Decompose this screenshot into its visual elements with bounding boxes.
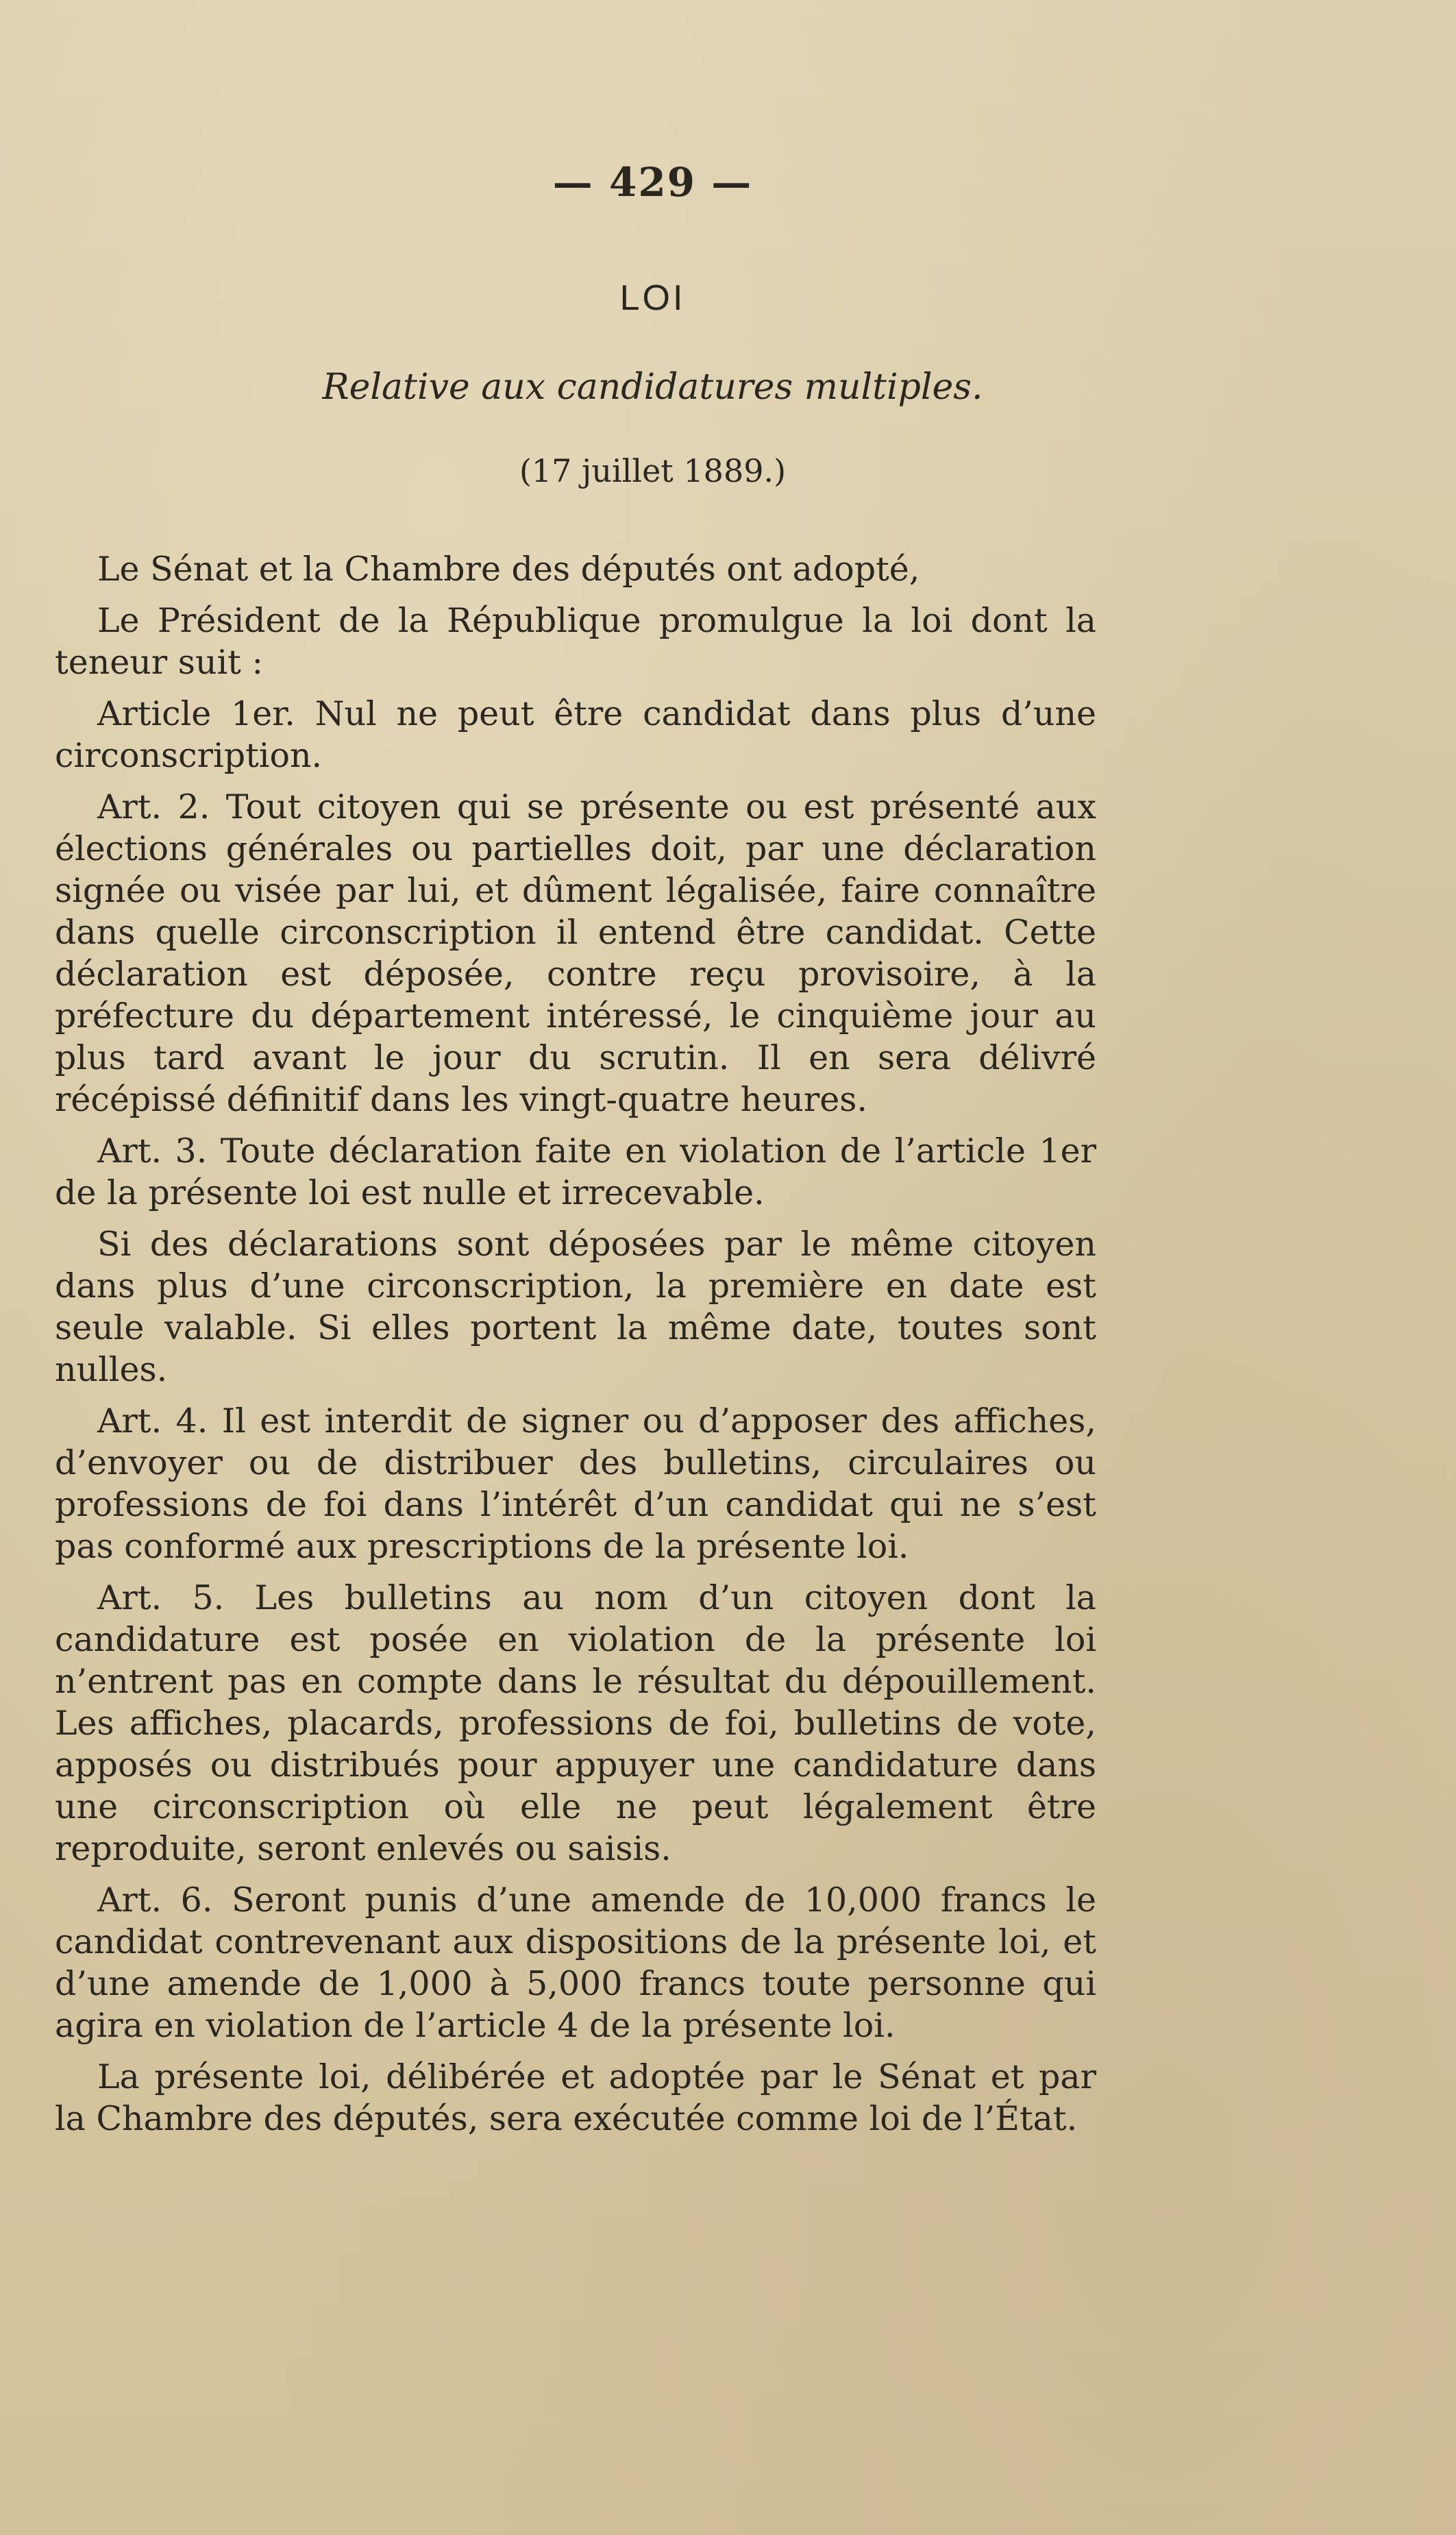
page-number: — 429 — [552,159,753,206]
law-title: LOI [619,278,686,318]
article-6: Art. 6. Seront punis d’une amende de 10,000 francs le candidat contrevenant aux dispositions de la présente loi, et d’une amende de 1,000 à 5,000 francs toute personne qui agira en violation de l’article 4 de la présente loi. [55,1881,1096,2045]
article-2: Art. 2. Tout citoyen qui se présente ou est présenté aux élections générales ou partielles doit, par une déclaration signée ou visée par lui, et dûment légalisée, faire connaître dans quelle circonscription il entend être candidat. Cette déclaration est déposée, contre reçu provisoire, à la préfecture du département intéressé, le cinquième jour au plus tard avant le jour du scrutin. Il en sera délivré récépissé définitif dans les vingt-quatre heures. [55,787,1096,1119]
article-3-continued: Si des déclarations sont déposées par le même citoyen dans plus d’une circonscription, la première en date est seule valable. Si elles portent la même date, toutes sont nulles. [55,1225,1096,1389]
article-3: Art. 3. Toute déclaration faite en violation de l’article 1er de la présente loi est nulle et irrecevable. [55,1131,1096,1212]
law-body [55,548,1096,2140]
enactment-clause: La présente loi, délibérée et adoptée par le Sénat et par la Chambre des députés, sera exécutée comme loi de l’État. [55,2057,1096,2138]
article-4: Art. 4. Il est interdit de signer ou d’apposer des affiches, d’envoyer ou de distribuer des bulletins, circulaires ou professions de foi dans l’intérêt d’un candidat qui ne s’est pas conformé aux prescriptions de la présente loi. [55,1401,1096,1566]
preamble-president: Le Président de la République promulgue la loi dont la teneur suit : [55,601,1096,682]
article-1: Article 1er. Nul ne peut être candidat dans plus d’une circonscription. [55,694,1096,775]
law-subtitle: Relative aux candidatures multiples. [322,367,983,408]
law-date: (17 juillet 1889.) [519,452,787,489]
article-5: Art. 5. Les bulletins au nom d’un citoyen dont la candidature est posée en violation de la présente loi n’entrent pas en compte dans le résultat du dépouillement. Les affiches, placards, professions de foi, bulletins de vote, apposés ou distribués pour appuyer une candidature dans une circonscription où elle ne peut légalement être reproduite, seront enlevés ou saisis. [55,1578,1096,1868]
preamble-senate: Le Sénat et la Chambre des députés ont adopté, [97,550,920,589]
